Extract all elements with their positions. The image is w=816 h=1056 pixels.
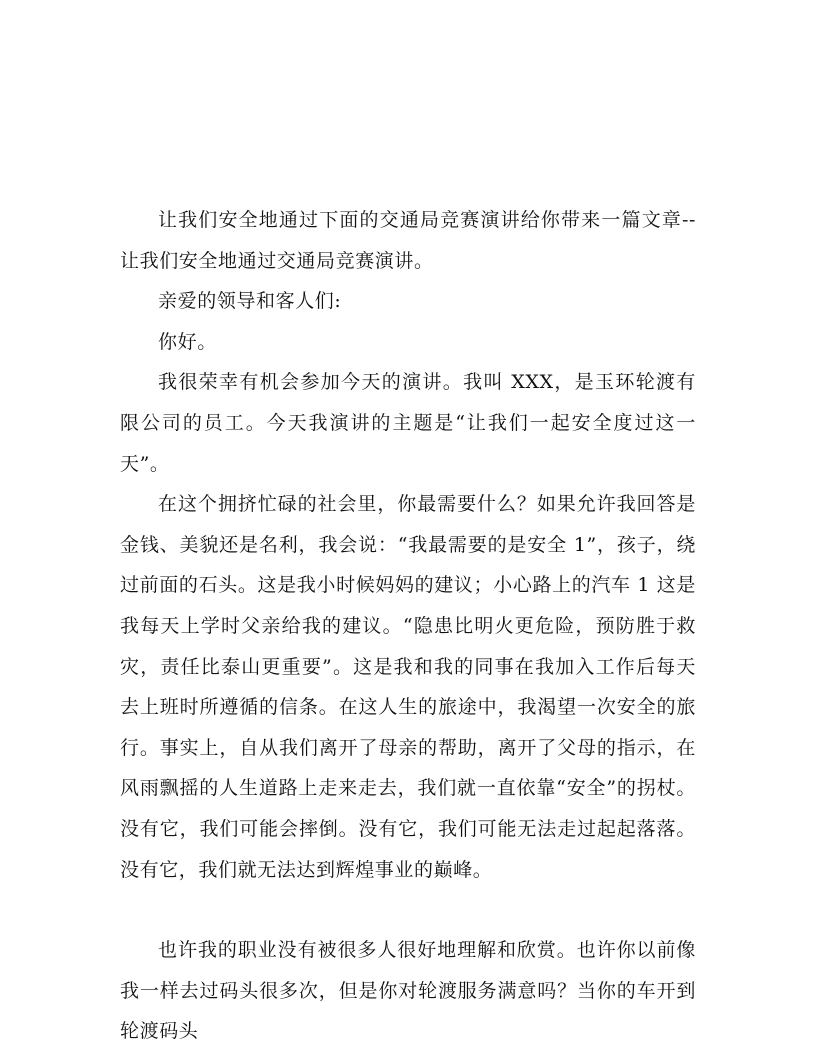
greeting: 你好。 (158, 330, 217, 353)
document-body (120, 200, 696, 1052)
ferry-service-paragraph: 也许我的职业没有被很多人很好地理解和欣赏。也许你以前像我一样去过码头很多次，但是你对轮渡服务满意吗？当你的车开到轮渡码头 (120, 939, 696, 1043)
paragraph-spacer (120, 890, 696, 930)
safety-paragraph: 在这个拥挤忙碌的社会里，你最需要什么？如果允许我回答是金钱、美貌还是名利，我会说：“我最需要的是安全 1”，孩子，绕过前面的石头。这是我小时候妈妈的建议；小心路上的汽车 1 这是我每天上学时父亲给我的建议。“隐患比明火更危险，预防胜于救灾，责任比泰山更重要”。这是我和我的同事在我加入工作后每天去上班时所遵循的信条。在这人生的旅途中，我渴望一次安全的旅行。事实上，自从我们离开了母亲的帮助，离开了父母的指示，在风雨飘摇的人生道路上走来走去，我们就一直依靠“安全”的拐杖。没有它，我们可能会摔倒。没有它，我们可能无法走过起起落落。没有它，我们就无法达到辉煌事业的巅峰。 (120, 493, 696, 881)
intro-paragraph: 让我们安全地通过下面的交通局竞赛演讲给你带来一篇文章--让我们安全地通过交通局竞赛演讲。 (120, 209, 696, 272)
salutation: 亲爱的领导和客人们: (158, 290, 342, 313)
self-introduction-paragraph: 我很荣幸有机会参加今天的演讲。我叫 XXX，是玉环轮渡有限公司的员工。今天我演讲的主题是“让我们一起安全度过这一天”。 (120, 371, 696, 475)
